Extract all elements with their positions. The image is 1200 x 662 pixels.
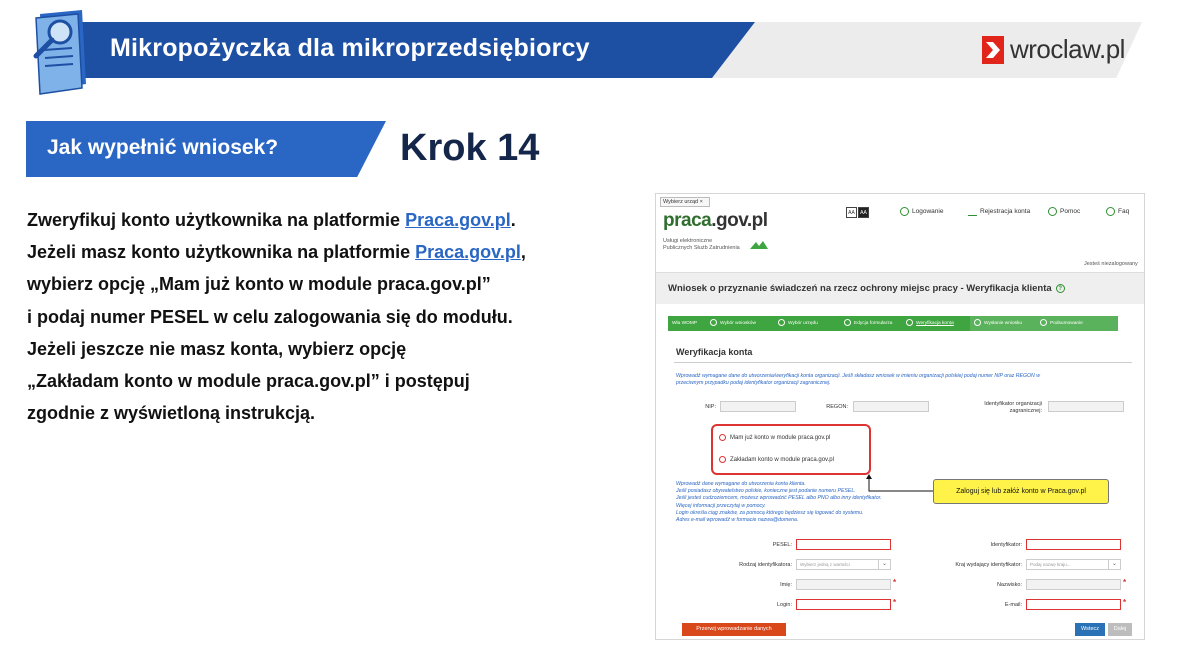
pesel-input[interactable] xyxy=(796,539,891,550)
instruction-line-2 xyxy=(27,236,607,268)
login-label: Login: xyxy=(777,602,792,608)
font-size-small[interactable]: AA xyxy=(846,207,857,218)
instruction-text: , xyxy=(520,242,526,263)
step-item xyxy=(706,316,774,331)
foreign-id-input[interactable] xyxy=(1048,401,1124,412)
font-size-large[interactable]: AA xyxy=(858,207,869,218)
pencil-icon xyxy=(968,207,977,216)
info-line: Wprowadź dane wymagane do utworzenia konta klienta. xyxy=(676,481,806,487)
faq-icon xyxy=(1106,207,1115,216)
step-label: Edycja formularza xyxy=(854,321,893,326)
step-label: Wybór urzędu xyxy=(788,321,818,326)
instruction-text: Zweryfikuj konto użytkownika na platformie xyxy=(27,210,406,230)
section-label: Jak wypełnić wniosek? xyxy=(47,136,279,159)
chip-label: Wybierz urząd xyxy=(663,199,699,205)
progress-steps xyxy=(668,316,1118,331)
info-line: Wprowadź wymagane dane do utworzenia/weryfikacji konta organizacji. Jeśli składasz wniosek w imieniu organizacji polskiej podaj numer NIP oraz REGON w xyxy=(676,373,1040,379)
regon-label: REGON: xyxy=(826,404,848,410)
nip-input[interactable] xyxy=(720,401,796,412)
nav-help[interactable] xyxy=(1048,207,1080,216)
step-circle-icon xyxy=(906,319,913,326)
step-item xyxy=(1036,316,1118,331)
wroclaw-logo-icon xyxy=(982,36,1004,64)
step-item xyxy=(840,316,902,331)
instruction-text: . xyxy=(510,210,516,230)
help-icon[interactable]: ? xyxy=(1056,284,1065,293)
step-label: Wysłanie wniosku xyxy=(984,321,1023,326)
country-label: Kraj wydający identyfikator: xyxy=(955,562,1022,568)
last-name-input[interactable] xyxy=(1026,579,1121,590)
required-icon: * xyxy=(893,598,897,607)
check-icon xyxy=(778,319,785,326)
back-button[interactable]: Wstecz xyxy=(1075,623,1105,636)
first-name-label: Imię: xyxy=(780,582,792,588)
logo-domain: .gov.pl xyxy=(711,210,768,231)
help-icon xyxy=(1048,207,1057,216)
login-status: Jesteś niezalogowany xyxy=(1084,261,1138,267)
info-line: Adres e-mail wprowadź w formacie nazwa@domena. xyxy=(676,517,799,524)
radio-have-account[interactable] xyxy=(719,434,830,441)
required-icon: * xyxy=(1123,578,1127,587)
required-icon: * xyxy=(1123,598,1127,607)
info-line: Jeśli posiadasz obywatelstwo polskie, konieczne jest podanie numeru PESEL. xyxy=(676,488,856,495)
check-icon xyxy=(710,319,717,326)
org-info xyxy=(676,373,1136,387)
section-heading: Weryfikacja konta xyxy=(676,347,753,357)
step-title: Krok 14 xyxy=(400,127,540,169)
page-title: Mikropożyczka dla mikroprzedsiębiorcy xyxy=(110,34,590,62)
instruction-text: Jeżeli masz konto użytkownika na platformie xyxy=(27,242,416,263)
step-label: Wybór wniosków xyxy=(720,321,756,326)
login-icon xyxy=(900,207,909,216)
callout-note: Zaloguj się lub załóż konto w Praca.gov.pl xyxy=(933,479,1109,504)
info-line: Jeśli jesteś cudzoziemcem, możesz wprowadzić PESEL albo PNO albo inny identyfikator. xyxy=(676,495,882,502)
info-line: Login określa ciąg znaków, za pomocą którego będziesz się logować do systemu. xyxy=(676,509,864,516)
instruction-line-1 xyxy=(27,204,607,236)
nav-label: Faq xyxy=(1118,208,1130,216)
praca-link[interactable]: Praca.gov.pl xyxy=(405,210,511,230)
radio-circle-icon xyxy=(719,456,726,463)
select-placeholder: Wybierz jedną z wartości xyxy=(800,562,850,567)
step-item xyxy=(774,316,840,331)
help-link[interactable]: Więcej informacji przeczytaj w pomocy. xyxy=(676,502,766,509)
country-select[interactable] xyxy=(1026,559,1121,570)
nav-label: Logowanie xyxy=(912,208,944,216)
wroclaw-logo-text: wroclaw.pl xyxy=(1010,34,1125,64)
cancel-button[interactable]: Przerwij wprowadzanie danych xyxy=(682,623,786,636)
step-label: Weryfikacja konta xyxy=(916,321,954,326)
label-line: zagranicznej: xyxy=(1009,408,1042,414)
foreign-id-label xyxy=(956,401,1042,415)
office-select-chip[interactable]: Wybierz urząd × xyxy=(660,197,710,207)
logo-word: praca xyxy=(663,210,712,231)
check-icon xyxy=(844,319,851,326)
identifier-input[interactable] xyxy=(1026,539,1121,550)
eu-logo-icon xyxy=(748,240,770,251)
identifier-label: Identyfikator: xyxy=(990,542,1022,548)
page-heading xyxy=(668,283,1065,294)
next-button[interactable]: Dalej xyxy=(1108,623,1132,636)
step-label: Wła WOMP xyxy=(672,321,698,326)
step-item xyxy=(970,316,1036,331)
step-item-current xyxy=(902,316,970,331)
top-banner xyxy=(0,22,1140,78)
step-item xyxy=(668,316,706,331)
id-type-select[interactable] xyxy=(796,559,891,570)
chevron-down-icon: ⌄ xyxy=(878,560,890,570)
radio-label: Mam już konto w module praca.gov.pl xyxy=(730,435,831,442)
email-label: E-mail: xyxy=(1004,602,1022,608)
client-info xyxy=(676,481,936,524)
regon-input[interactable] xyxy=(853,401,929,412)
login-input[interactable] xyxy=(796,599,891,610)
last-name-label: Nazwisko: xyxy=(996,582,1022,588)
instruction-line-7: zgodnie z wyświetloną instrukcją. xyxy=(27,403,316,424)
divider xyxy=(674,362,1132,363)
chevron-down-icon: ⌄ xyxy=(1108,560,1120,570)
praca-link[interactable]: Praca.gov.pl xyxy=(415,242,521,263)
nav-label: Rejestracja konta xyxy=(980,208,1031,216)
first-name-input[interactable] xyxy=(796,579,891,590)
step-circle-icon xyxy=(974,319,981,326)
nav-login[interactable] xyxy=(900,207,943,216)
logo-sub-line: Publicznych Służb Zatrudnienia xyxy=(663,245,740,251)
praca-logo-sub xyxy=(663,238,740,252)
instruction-line-5: Jeżeli jeszcze nie masz konta, wybierz opcję xyxy=(27,338,407,359)
nav-register[interactable] xyxy=(968,207,1030,216)
label-line: Identyfikator organizacji xyxy=(984,401,1042,407)
radio-circle-icon xyxy=(719,434,726,441)
logo-sub-line: Usługi elektroniczne xyxy=(663,238,713,244)
nav-faq[interactable] xyxy=(1106,207,1129,216)
info-line: przeciwnym przypadku podaj identyfikator organizacji zagranicznej. xyxy=(676,380,831,387)
page-heading-text: Wniosek o przyznanie świadczeń na rzecz ochrony miejsc pracy - Weryfikacja klienta xyxy=(668,283,1052,294)
radio-label: Zakładam konto w module praca.gov.pl xyxy=(730,457,834,464)
instruction-line-3: wybierz opcję „Mam już konto w module praca.gov.pl” xyxy=(27,274,491,295)
instruction-line-6: „Zakładam konto w module praca.gov.pl” i postępuj xyxy=(27,371,470,392)
nip-label: NIP: xyxy=(705,404,716,410)
nav-label: Pomoc xyxy=(1060,208,1081,216)
document-magnifier-icon xyxy=(30,10,90,96)
email-input[interactable] xyxy=(1026,599,1121,610)
radio-create-account[interactable] xyxy=(719,456,834,463)
account-choice-highlight xyxy=(711,424,871,475)
instructions xyxy=(27,204,607,429)
praca-screenshot xyxy=(655,193,1145,640)
praca-logo xyxy=(663,210,768,232)
required-icon: * xyxy=(893,578,897,587)
id-type-label: Rodzaj identyfikatora: xyxy=(739,562,792,568)
step-label: Podsumowanie xyxy=(1050,321,1083,326)
step-circle-icon xyxy=(1040,319,1047,326)
select-placeholder: Podaj nazwę kraju... xyxy=(1030,562,1071,567)
pesel-label: PESEL: xyxy=(772,542,792,548)
instruction-line-4: i podaj numer PESEL w celu zalogowania się do modułu. xyxy=(27,306,513,327)
